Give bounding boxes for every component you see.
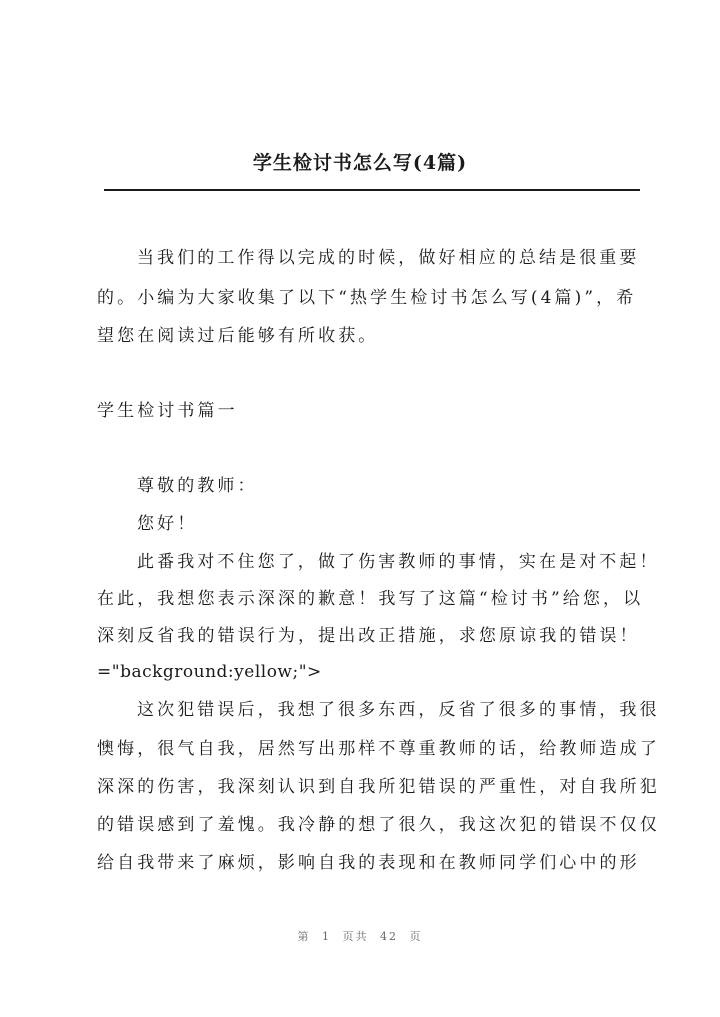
intro-line-3: 望您在阅读过后能够有所收获。 bbox=[97, 326, 379, 346]
greeting: 您好！ bbox=[137, 514, 198, 534]
paragraph2-line-5: 给自我带来了麻烦，影响自我的表现和在教师同学们心中的形 bbox=[97, 853, 640, 873]
document-title: 学生检讨书怎么写(4篇) bbox=[252, 152, 468, 174]
intro-line-2: 的。小编为大家收集了以下“热学生检讨书怎么写(4篇)”，希 bbox=[97, 288, 637, 308]
stray-code-text: ="background:yellow;"> bbox=[97, 662, 322, 682]
paragraph1-line-2: 在此，我想您表示深深的歉意！我写了这篇“检讨书”给您，以 bbox=[97, 589, 644, 609]
intro-line-1: 当我们的工作得以完成的时候，做好相应的总结是很重要 bbox=[137, 248, 640, 268]
salutation: 尊敬的教师： bbox=[137, 476, 258, 496]
section-heading: 学生检讨书篇一 bbox=[97, 401, 238, 421]
paragraph2-line-1: 这次犯错误后，我想了很多东西，反省了很多的事情，我很 bbox=[137, 700, 660, 720]
paragraph1-line-3: 深刻反省我的错误行为，提出改正措施，求您原谅我的错误！ bbox=[97, 626, 640, 646]
page-number-footer: 第 1 页共 42 页 bbox=[297, 930, 423, 943]
paragraph1-line-1: 此番我对不住您了，做了伤害教师的事情，实在是对不起！ bbox=[137, 552, 660, 572]
paragraph2-line-4: 的错误感到了羞愧。我冷静的想了很久，我这次犯的错误不仅仅 bbox=[97, 815, 660, 835]
title-divider bbox=[104, 189, 640, 191]
paragraph2-line-2: 懊悔，很气自我，居然写出那样不尊重教师的话，给教师造成了 bbox=[97, 739, 660, 759]
paragraph2-line-3: 深深的伤害，我深刻认识到自我所犯错误的严重性，对自我所犯 bbox=[97, 777, 660, 797]
